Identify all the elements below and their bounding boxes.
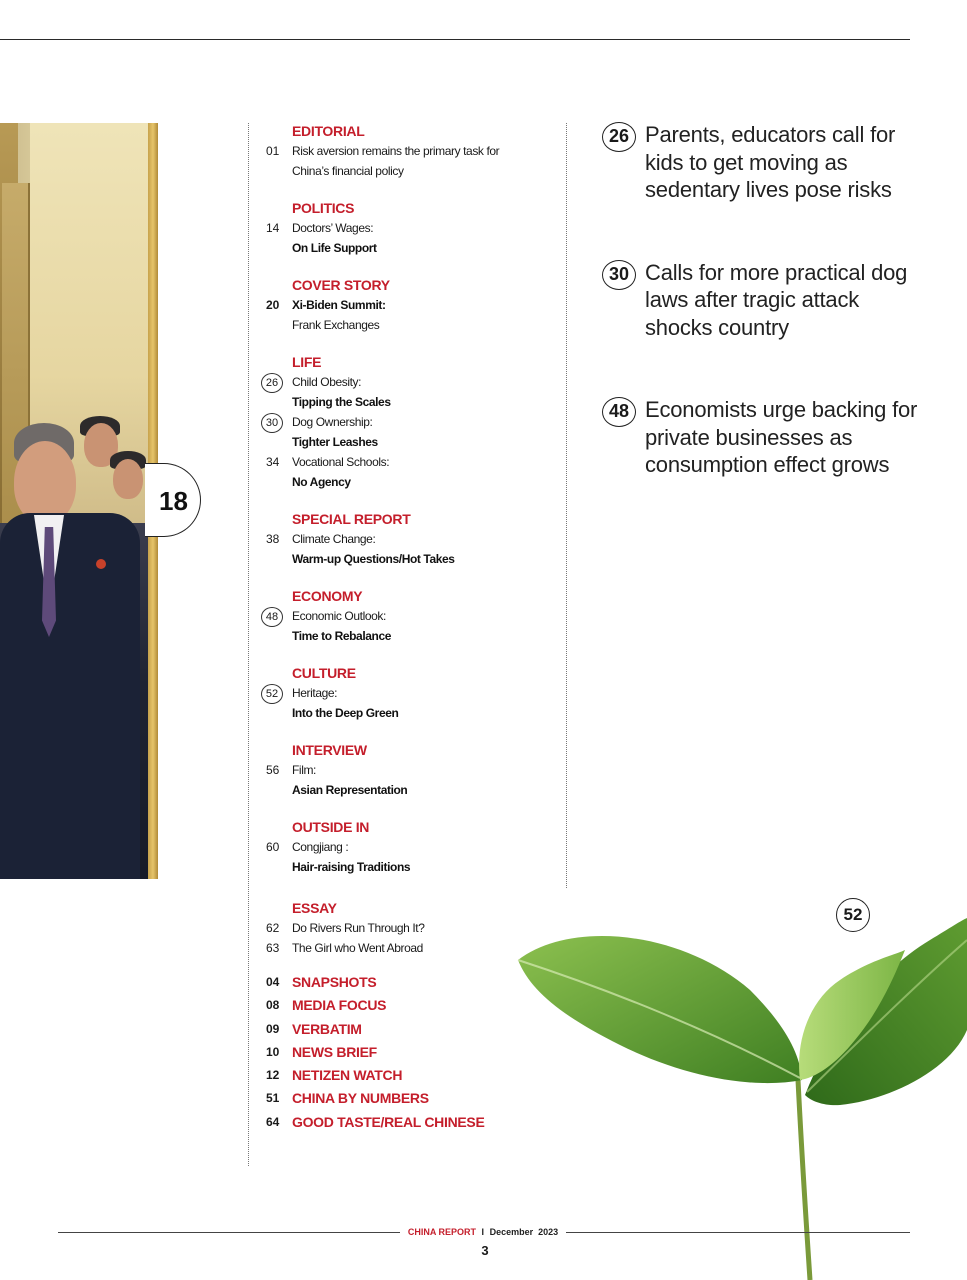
highlight-text: Economists urge backing for private businesses as consumption effect grows <box>645 397 918 477</box>
entry-kicker-cont: China’s financial policy <box>292 164 404 178</box>
column-title: CHINA BY NUMBERS <box>292 1090 429 1107</box>
top-rule <box>0 39 910 40</box>
footer-rule <box>566 1232 910 1233</box>
leaf-left <box>518 936 802 1083</box>
toc-entry[interactable] <box>256 837 556 877</box>
column-title: NETIZEN WATCH <box>292 1067 403 1084</box>
tea-leaves-illustration <box>510 880 967 1280</box>
page-number: 60 <box>266 840 280 854</box>
section-title: CULTURE <box>292 665 356 681</box>
entry-headline: On Life Support <box>292 241 377 255</box>
footer-separator: I <box>481 1227 485 1237</box>
entry-kicker: Heritage: <box>292 686 338 700</box>
highlight-page-number: 26 <box>602 122 636 152</box>
photo-lapel-pin <box>96 559 106 569</box>
page-number: 09 <box>266 1021 280 1036</box>
cover-story-photo <box>0 123 158 879</box>
running-footer <box>400 1226 566 1238</box>
page-number-circled: 48 <box>256 606 292 627</box>
entry-kicker: Economic Outlook: <box>292 609 386 623</box>
page-number: 08 <box>266 998 280 1013</box>
page-number: 64 <box>266 1114 280 1129</box>
entry-kicker: Do Rivers Run Through It? <box>292 921 425 935</box>
toc-section-outside-in <box>256 817 556 877</box>
footer-rule <box>58 1232 400 1233</box>
highlight-item[interactable] <box>602 121 922 204</box>
column-title: SNAPSHOTS <box>292 974 377 990</box>
toc-entry[interactable] <box>256 218 556 258</box>
toc-entry[interactable] <box>256 760 556 800</box>
column-title: MEDIA FOCUS <box>292 997 387 1014</box>
section-title: OUTSIDE IN <box>292 819 370 835</box>
toc-section-special-report <box>256 509 556 569</box>
magazine-name: CHINA REPORT <box>407 1227 477 1237</box>
entry-headline: Tipping the Scales <box>292 395 391 409</box>
section-title: LIFE <box>292 354 322 370</box>
entry-kicker: Vocational Schools: <box>292 455 390 469</box>
section-title: EDITORIAL <box>292 123 365 139</box>
page-number: 56 <box>266 763 280 777</box>
toc-section-economy <box>256 586 556 646</box>
page-number: 38 <box>266 532 280 546</box>
entry-kicker: Film: <box>292 763 316 777</box>
page-number: 51 <box>266 1091 280 1106</box>
page-number: 04 <box>266 975 280 989</box>
entry-kicker: The Girl who Went Abroad <box>292 941 423 955</box>
photo-person <box>113 459 143 499</box>
story-highlights <box>602 121 922 534</box>
page-number: 10 <box>266 1044 280 1059</box>
entry-kicker: Risk aversion remains the primary task for <box>292 144 500 158</box>
toc-entry[interactable] <box>256 606 556 646</box>
highlight-item[interactable] <box>602 259 922 342</box>
toc-entry[interactable] <box>256 452 556 492</box>
page-number-circled: 52 <box>256 683 292 704</box>
highlight-page-number: 48 <box>602 397 636 427</box>
entry-kicker: Climate Change: <box>292 532 376 546</box>
page-number: 01 <box>266 144 280 158</box>
toc-entry[interactable] <box>256 683 556 723</box>
page-number: 14 <box>266 221 280 235</box>
page-number: 12 <box>266 1068 280 1083</box>
entry-kicker: Child Obesity: <box>292 375 362 389</box>
dotted-divider-mid <box>566 123 567 888</box>
column-title: VERBATIM <box>292 1020 362 1037</box>
column-title: NEWS BRIEF <box>292 1043 377 1060</box>
column-title: GOOD TASTE/REAL CHINESE <box>292 1113 485 1130</box>
photo-person-main <box>14 441 76 523</box>
page-number: 20 <box>266 298 280 312</box>
toc-entry[interactable] <box>256 412 556 452</box>
toc-section-culture <box>256 663 556 723</box>
highlight-item[interactable] <box>602 396 922 479</box>
toc-section-editorial <box>256 121 556 181</box>
page-number: 62 <box>266 921 280 935</box>
entry-headline: Asian Representation <box>292 783 408 797</box>
entry-kicker: Dog Ownership: <box>292 415 373 429</box>
toc-entry[interactable] <box>256 141 556 181</box>
section-title: COVER STORY <box>292 277 390 293</box>
leaf-stem <box>798 1080 810 1280</box>
entry-kicker: Frank Exchanges <box>292 318 380 332</box>
highlight-text: Calls for more practical dog laws after tragic attack shocks country <box>645 259 908 340</box>
toc-entry[interactable] <box>256 295 556 335</box>
entry-headline: Warm-up Questions/Hot Takes <box>292 552 455 566</box>
section-title: SPECIAL REPORT <box>292 511 411 527</box>
photo-suit <box>0 513 140 879</box>
issue-date: December 2023 <box>489 1227 559 1237</box>
toc-section-cover-story <box>256 275 556 335</box>
entry-headline: Tighter Leashes <box>292 435 378 449</box>
page-number-circled: 26 <box>256 372 292 393</box>
dotted-divider-left <box>248 123 249 1166</box>
page-badge-52: 52 <box>836 898 870 932</box>
entry-headline: Time to Rebalance <box>292 629 392 643</box>
entry-headline: Xi-Biden Summit: <box>292 298 386 312</box>
entry-headline: No Agency <box>292 475 351 489</box>
toc-section-politics <box>256 198 556 258</box>
entry-kicker: Doctors’ Wages: <box>292 221 374 235</box>
toc-section-interview <box>256 740 556 800</box>
entry-kicker: Congjiang : <box>292 840 349 854</box>
toc-entry[interactable] <box>256 529 556 569</box>
highlight-text: Parents, educators call for kids to get moving as sedentary lives pose risks <box>645 122 896 202</box>
page-number-footer: 3 <box>481 1243 489 1258</box>
page-number-circled: 30 <box>256 412 292 433</box>
page-badge-18: 18 <box>145 463 201 537</box>
highlight-page-number: 30 <box>602 260 636 290</box>
toc-section-life <box>256 352 556 492</box>
section-title: POLITICS <box>292 200 355 216</box>
section-title: INTERVIEW <box>292 742 367 758</box>
entry-headline: Hair-raising Traditions <box>292 860 411 874</box>
entry-headline: Into the Deep Green <box>292 706 399 720</box>
section-title: ESSAY <box>292 900 337 916</box>
page-number: 63 <box>266 941 280 955</box>
toc-entry[interactable] <box>256 372 556 412</box>
page-number: 34 <box>266 455 280 469</box>
section-title: ECONOMY <box>292 588 363 604</box>
